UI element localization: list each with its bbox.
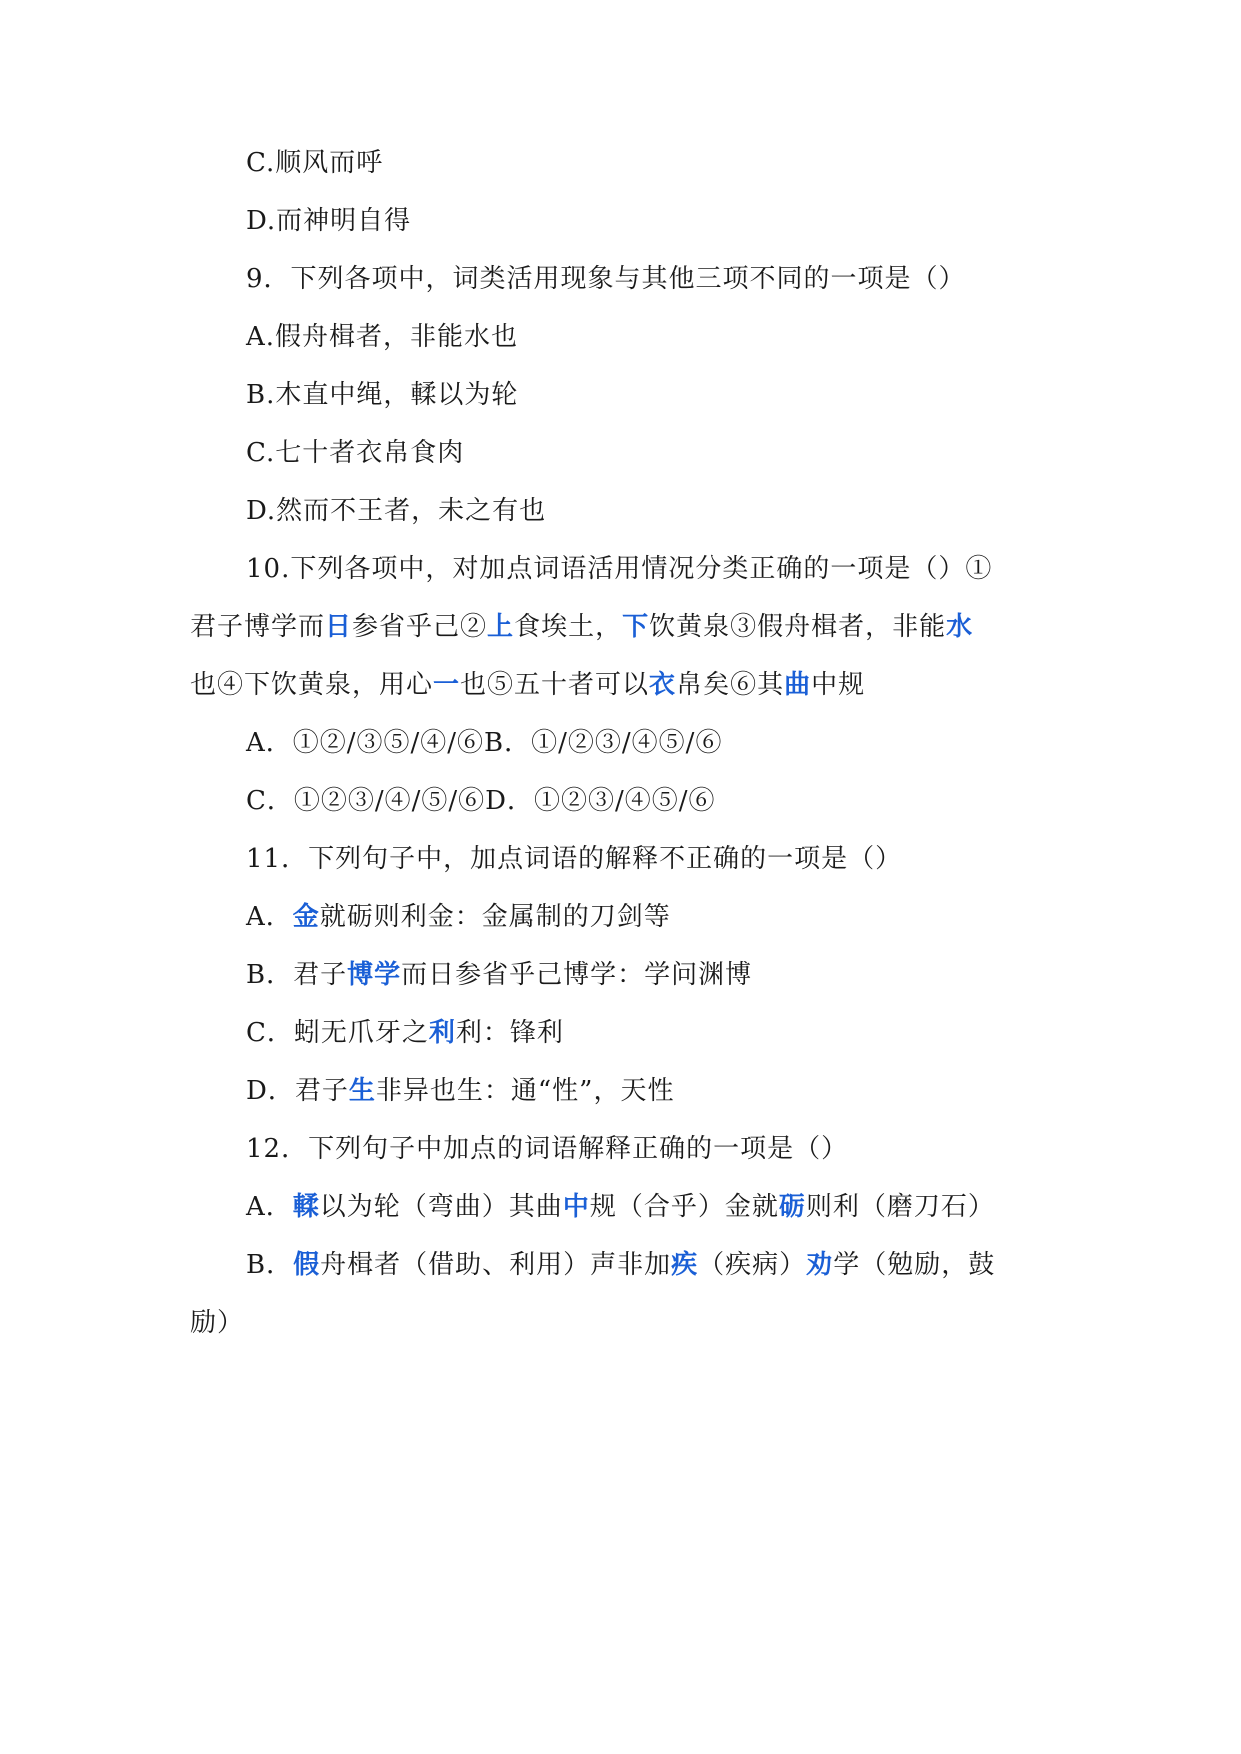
- text-segment: 也⑤五十者可以: [460, 670, 650, 700]
- text-segment: A．①②/③⑤/④/⑥B．①/②③/④⑤/⑥: [246, 728, 723, 758]
- highlighted-term: 曲: [784, 670, 812, 700]
- q11-option-c: [190, 1013, 1050, 1053]
- highlighted-term: 上: [487, 612, 515, 642]
- text-segment: 中规: [811, 670, 866, 700]
- text-segment: A．: [246, 902, 293, 932]
- highlighted-term: 博学: [347, 960, 402, 990]
- question-10-cont-2: [190, 665, 1050, 705]
- text-segment: A.假舟楫者，非能水也: [246, 322, 519, 352]
- q9-option-b: [190, 375, 1050, 415]
- text-segment: B.木直中绳，輮以为轮: [246, 380, 519, 410]
- highlighted-term: 一: [433, 670, 461, 700]
- text-segment: B．: [246, 1250, 294, 1280]
- highlighted-term: 水: [946, 612, 974, 642]
- text-segment: 励）: [190, 1308, 245, 1338]
- text-segment: 学（勉励，鼓: [833, 1250, 996, 1280]
- text-segment: C.顺风而呼: [246, 148, 384, 178]
- text-segment: 非异也生：通“性”，天性: [375, 1076, 675, 1106]
- highlighted-term: 疾: [671, 1250, 699, 1280]
- question-12: [190, 1129, 1050, 1169]
- q9-option-c: [190, 433, 1050, 473]
- highlighted-term: 劝: [806, 1250, 834, 1280]
- text-segment: C.七十者衣帛食肉: [246, 438, 465, 468]
- text-segment: 以为轮（弯曲）其曲: [319, 1192, 563, 1222]
- option-d-line: [190, 201, 1050, 241]
- text-segment: D．君子: [246, 1076, 349, 1106]
- text-segment: 规（合乎）金就: [589, 1192, 779, 1222]
- highlighted-term: 下: [622, 612, 650, 642]
- text-segment: 而日参省乎己博学：学问渊博: [401, 960, 753, 990]
- question-10-cont-1: [190, 607, 1050, 647]
- text-segment: 君子博学而: [190, 612, 326, 642]
- q10-options-cd: [190, 781, 1050, 821]
- highlighted-term: 假: [293, 1250, 321, 1280]
- text-segment: 也④下饮黄泉，用心: [190, 670, 434, 700]
- text-segment: B．君子: [246, 960, 348, 990]
- text-segment: A．: [246, 1192, 293, 1222]
- option-c-line: [190, 143, 1050, 183]
- q10-options-ab: [190, 723, 1050, 763]
- highlighted-term: 輮: [292, 1192, 320, 1222]
- text-segment: 就砺则利金：金属制的刀剑等: [319, 902, 671, 932]
- q11-option-a: [190, 897, 1050, 937]
- highlighted-term: 衣: [649, 670, 677, 700]
- question-10: [190, 549, 1050, 589]
- text-segment: D.然而不王者，未之有也: [246, 496, 547, 526]
- text-segment: C．蚓无爪牙之: [246, 1018, 429, 1048]
- q12-option-b: [190, 1245, 1050, 1285]
- text-segment: 食埃土，: [514, 612, 623, 642]
- q9-option-a: [190, 317, 1050, 357]
- question-9: [190, 259, 1050, 299]
- text-segment: C．①②③/④/⑤/⑥D．①②③/④⑤/⑥: [246, 786, 716, 816]
- text-segment: （疾病）: [698, 1250, 807, 1280]
- text-segment: 饮黄泉③假舟楫者，非能: [649, 612, 947, 642]
- highlighted-term: 砺: [778, 1192, 806, 1222]
- highlighted-term: 生: [348, 1076, 376, 1106]
- highlighted-term: 中: [562, 1192, 590, 1222]
- q11-option-b: [190, 955, 1050, 995]
- text-segment: 10.下列各项中，对加点词语活用情况分类正确的一项是（）①: [246, 554, 993, 584]
- question-11: [190, 839, 1050, 879]
- q12-option-b-cont: [190, 1303, 1050, 1343]
- highlighted-term: 金: [292, 902, 320, 932]
- q12-option-a: [190, 1187, 1050, 1227]
- highlighted-term: 日: [325, 612, 353, 642]
- text-segment: 则利（磨刀石）: [805, 1192, 995, 1222]
- text-segment: 舟楫者（借助、利用）声非加: [320, 1250, 672, 1280]
- text-segment: 9．下列各项中，词类活用现象与其他三项不同的一项是（）: [246, 264, 966, 294]
- q11-option-d: [190, 1071, 1050, 1111]
- text-segment: D.而神明自得: [246, 206, 412, 236]
- text-segment: 帛矣⑥其: [676, 670, 785, 700]
- highlighted-term: 利: [428, 1018, 456, 1048]
- text-segment: 参省乎己②: [352, 612, 488, 642]
- text-segment: 11．下列句子中，加点词语的解释不正确的一项是（）: [246, 844, 903, 874]
- text-segment: 利：锋利: [455, 1018, 564, 1048]
- q9-option-d: [190, 491, 1050, 531]
- text-segment: 12．下列句子中加点的词语解释正确的一项是（）: [246, 1134, 849, 1164]
